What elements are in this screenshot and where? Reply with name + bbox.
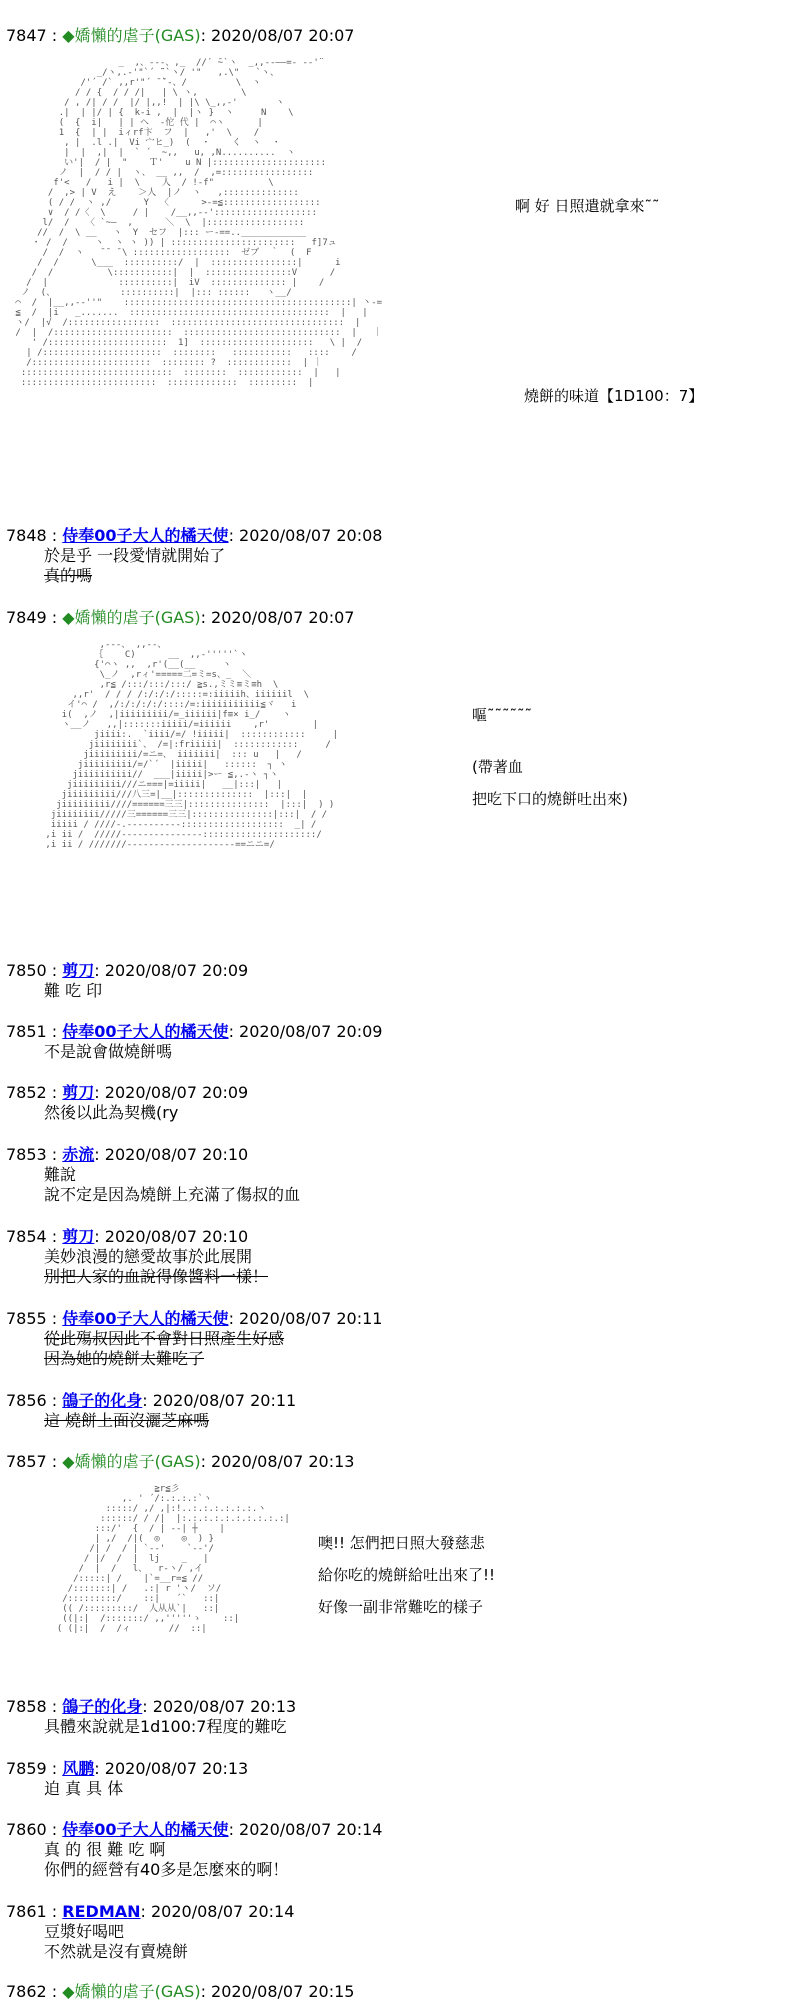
poster-name: ◆嬌懶的虐子(GAS) <box>62 26 201 45</box>
post-text: 別把人家的血說得像醬料一樣！ <box>44 1267 269 1286</box>
post-number: 7847 <box>6 26 47 45</box>
post-date: : 2020/08/07 20:11 <box>228 1309 383 1328</box>
art-caption: (帶著血 <box>472 758 523 776</box>
poster-name-link[interactable]: 剪刀 <box>62 1227 95 1246</box>
post-text: 難 吃 印 <box>44 981 103 1000</box>
poster-name-link[interactable]: 鴿子的化身 <box>62 1697 143 1716</box>
post-date: : 2020/08/07 20:13 <box>94 1759 249 1778</box>
post-7850 <box>6 961 248 1001</box>
post-7857 <box>6 1452 354 1472</box>
post-text: 迫 真 具 体 <box>44 1779 124 1798</box>
post-text: 美妙浪漫的戀愛故事於此展開 <box>44 1247 253 1266</box>
post-text: 從此殤叔因此不會對日照產生好感 <box>44 1329 285 1348</box>
poster-name-link[interactable]: 赤流 <box>62 1145 95 1164</box>
post-header: 7861 : REDMAN: 2020/08/07 20:14 <box>6 1902 295 1921</box>
post-number: 7855 <box>6 1309 47 1328</box>
post-date: : 2020/08/07 20:09 <box>94 1083 249 1102</box>
post-header: 7855 : 侍奉00子大人的橘天使: 2020/08/07 20:11 <box>6 1309 383 1328</box>
poster-name-link[interactable]: 剪刀 <box>62 961 95 980</box>
post-text: 真 的 很 難 吃 啊 <box>44 1840 166 1859</box>
post-number: 7861 <box>6 1902 47 1921</box>
post-date: : 2020/08/07 20:09 <box>94 961 249 980</box>
post-7858 <box>6 1697 296 1737</box>
ascii-art-7857: ≧r≦彡 ,. ' ´/:.:.:.:`ヽ :::::/ ,/ ,|:!..:.:.:.:.:.:.ヽ ::::::/ / /| |:.:.:.:.:.:.:.:.:.:| :::/' { / | -‐| ┼ | | ,/ /|( ◎ ◎ ) } /| / / | `-‐' `‐-'/ / |/ / | lj _ | / | / l、 r‐ヽ/ ,イ /:::::| / |`=__r=≦ // /:::::::| / .:| r 'ヽ/ ソ/ /:::::::::/ ::| ´` ::| (( /:::::::::/ 人从从`| ::| ((|:| /:::::::/ ,,'''''ゝ ::| ( (|:| / /ィ // ::| <box>56 1484 290 1634</box>
post-date: : 2020/08/07 20:09 <box>228 1022 383 1041</box>
post-7851 <box>6 1022 382 1062</box>
post-header: 7850 : 剪刀: 2020/08/07 20:09 <box>6 961 249 980</box>
post-text: 豆漿好喝吧 <box>44 1922 125 1941</box>
post-date: : 2020/08/07 20:11 <box>142 1391 297 1410</box>
art-caption: 給你吃的燒餅給吐出來了!! <box>318 1566 496 1584</box>
poster-name-link[interactable]: 侍奉00子大人的橘天使 <box>62 1022 229 1041</box>
post-number: 7856 <box>6 1391 47 1410</box>
poster-name-link[interactable]: 侍奉00子大人的橘天使 <box>62 526 229 545</box>
post-header: 7849 : ◆嬌懶的虐子(GAS): 2020/08/07 20:07 <box>6 608 355 627</box>
post-7849 <box>6 608 354 628</box>
art-caption: 啊 好 日照遣就拿來˜˜ <box>515 197 660 215</box>
post-7861 <box>6 1902 294 1962</box>
post-date: : 2020/08/07 20:08 <box>228 526 383 545</box>
post-number: 7857 <box>6 1452 47 1471</box>
art-caption: 燒餅的味道【1D100：7】 <box>524 387 704 405</box>
post-header: 7860 : 侍奉00子大人的橘天使: 2020/08/07 20:14 <box>6 1820 383 1839</box>
post-7855 <box>6 1309 382 1369</box>
post-text: 你們的經營有40多是怎麼來的啊！ <box>44 1860 289 1879</box>
post-header: 7852 : 剪刀: 2020/08/07 20:09 <box>6 1083 249 1102</box>
post-number: 7850 <box>6 961 47 980</box>
post-date: : 2020/08/07 20:15 <box>200 1982 355 2001</box>
post-7860 <box>6 1820 382 1880</box>
post-date: : 2020/08/07 20:13 <box>142 1697 297 1716</box>
post-text: 然後以此為契機(ry <box>44 1103 179 1122</box>
post-header: 7853 : 赤流: 2020/08/07 20:10 <box>6 1145 249 1164</box>
post-header: 7862 : ◆嬌懶的虐子(GAS): 2020/08/07 20:15 <box>6 1982 355 2001</box>
post-number: 7849 <box>6 608 47 627</box>
poster-name-link[interactable]: 侍奉00子大人的橘天使 <box>62 1820 229 1839</box>
post-text: 於是乎 一段愛情就開始了 <box>44 546 226 565</box>
post-text: 難說 <box>44 1165 77 1184</box>
post-header: 7851 : 侍奉00子大人的橘天使: 2020/08/07 20:09 <box>6 1022 383 1041</box>
post-text: 因為她的燒餅太難吃了 <box>44 1349 205 1368</box>
art-caption: 好像一副非常難吃的樣子 <box>318 1598 484 1616</box>
poster-name: ◆嬌懶的虐子(GAS) <box>62 1982 201 2001</box>
post-header: 7857 : ◆嬌懶的虐子(GAS): 2020/08/07 20:13 <box>6 1452 355 1471</box>
post-date: : 2020/08/07 20:14 <box>228 1820 383 1839</box>
post-text: 說不定是因為燒餅上充滿了傷叔的血 <box>44 1185 301 1204</box>
post-text: 不然就是沒有賣燒餅 <box>44 1942 189 1961</box>
poster-name: ◆嬌懶的虐子(GAS) <box>62 1452 201 1471</box>
post-date: : 2020/08/07 20:07 <box>200 608 355 627</box>
post-7856 <box>6 1391 296 1431</box>
post-7852 <box>6 1083 248 1123</box>
post-text: 真的嗎 <box>44 566 93 585</box>
poster-name-link[interactable]: 鴿子的化身 <box>62 1391 143 1410</box>
post-date: : 2020/08/07 20:10 <box>94 1227 249 1246</box>
post-date: : 2020/08/07 20:14 <box>140 1902 295 1921</box>
post-number: 7851 <box>6 1022 47 1041</box>
post-header: 7854 : 剪刀: 2020/08/07 20:10 <box>6 1227 249 1246</box>
post-7848 <box>6 526 382 586</box>
post-text: 這 燒餅上面沒灑芝麻嗎 <box>44 1411 210 1430</box>
post-number: 7848 <box>6 526 47 545</box>
post-number: 7852 <box>6 1083 47 1102</box>
art-caption: 噢!! 怎們把日照大發慈悲 <box>318 1534 485 1552</box>
post-7862 <box>6 1982 354 2002</box>
post-number: 7853 <box>6 1145 47 1164</box>
post-date: : 2020/08/07 20:13 <box>200 1452 355 1471</box>
post-header: 7859 : 风鹏: 2020/08/07 20:13 <box>6 1759 249 1778</box>
post-7854 <box>6 1227 268 1287</box>
post-number: 7854 <box>6 1227 47 1246</box>
poster-name-link[interactable]: 侍奉00子大人的橘天使 <box>62 1309 229 1328</box>
post-text: 具體來說就是1d100:7程度的難吃 <box>44 1717 287 1736</box>
post-date: : 2020/08/07 20:10 <box>94 1145 249 1164</box>
post-number: 7859 <box>6 1759 47 1778</box>
post-7859 <box>6 1759 248 1799</box>
post-header: 7858 : 鴿子的化身: 2020/08/07 20:13 <box>6 1697 297 1716</box>
poster-name-link[interactable]: REDMAN <box>62 1902 141 1921</box>
post-header: 7848 : 侍奉00子大人的橘天使: 2020/08/07 20:08 <box>6 526 383 545</box>
post-number: 7862 <box>6 1982 47 2001</box>
ascii-art-7847: _ ,、-‐-、,_ //´ ̄~`ヽ _,,--――=- -‐'¨ _/ヽ,.-'"`´ ̄¨`ヽ/ '" ,.\" `ヽ、 /'´ /` ,,r'"´ ̄ ̄`‐、/ \ ヽ / / { / / /| | \ ヽ, \ / , /| / / |/ |,,! | |\ \_,,-' ヽ .| | |/ | { k‐i , | |ヽ } ヽ N \ ( { i| | | ヘ ‐佗 代 | ⌒ヽ | 1 { | | iィrf卞 フ | ,' \ / , | .l .| Vi 宀ヒ_) ( ・ く ヽ ・ | | ,| | ` ´ ~,, u, ,N.......... ヽ い'| / | " Ｔ' u N |::::::::::::::::::::: ノ | / / | ヽ、 __ ,, / ,=::::::::::::::::: f'< / i | \ 人 / !-f" \ / ,> | V え ＞人 |ノ ヽ ,:::::::::::::: ( / / ヽ ,/ Y 〈 >-=≦:::::::::::::::::: ∨ / /〈 \ / | /__,,--'::::::::::::::::::: l/ / 〈 `~― , ＼ \ |:::::::::::::::::: // / \ __ ヽ Y セフ |::: ー-==..____________ ・ / / ヽ ヽ ヽ )) | ::::::::::::::::::::::: f]7ュ / / ヽ ̄ ̄ ̄ \ :::::::::::::::::: ゼブ ｀ ( F / / \___ ::::::::::/ | ::::::::::::::::| i / / \:::::::::::| | ::::::::::::::::V / / | ::::::::::| iV :::::::::::::: | / ノ (、 ::::::::::| |::: :::::: ヽ__/ ⌒ / |__,,--''" ::::::::::::::::::::::::::::::::::::::::::| 丶-= ≦ / |i _....... ::::::::::::::::::::::::::::::::::::: | | ヽ/ |√ /::::::::::::::::: :::::::::::::::::::::::::::::::: | / | /:::::::::::::::::::::: ::::::::::::::::::::::::::::: | ｜ ' /:::::::::::::::::::::: 1] ::::::::::::::::::::: \ | / | /:::::::::::::::::::::: :::::::: ::::::::::: :::: / /:::::::::::::::::::::: :::::::: ? :::::::::::: | ｜ :::::::::::::::::::::::::::: :::::::: :::::::::::: | | ::::::::::::::::::::::::: ::::::::::::: ::::::::: | <box>15 58 383 388</box>
art-caption: 把吃下口的燒餅吐出來) <box>472 790 628 808</box>
poster-name-link[interactable]: 风鹏 <box>62 1759 95 1778</box>
art-caption: 嘔˜˜˜˜˜˜ <box>472 706 533 724</box>
post-number: 7860 <box>6 1820 47 1839</box>
post-7853 <box>6 1145 300 1205</box>
ascii-art-7849: ,-‐-、 ,,-‐、 ｛ C) __ ,,-'''''`ヽ {'⌒ヽ ,, ,r'(__(__ ヽ \_ノ ,rィ'=====二=ミ=s、_ ＼ ,r≦ /:::/:::/:::/ ≧s.,ミミ≡ミ≡h \ ,,r' / / / /:/:/:/:::::=:iiiiih、iiiiiil \ イ'⌒ / ,/:/:/:/:/::::/=:iiiiiiiiiii≦ヾ i i( ,ノ ,|iiiiiiiii/=_iiiiii|f≡× i_/ ヽ ヽ__ノ ,,|:::::::iiiii/=iiiiii ,r' | jiiii:. `iiii/=/ !iiiii| :::::::::::: | jiiiiiiii`、 /=|:friiiii| :::::::::::: / jiiiiiiiii/=ニ=、 iiiiiii| ::: u | / jiiiiiiiii/=/`´ |iiiii| :::::: ┐ ヽ jiiiiiiiiii// ___|iiiii|>ー ≦,.-ヽ ┐ヽ jiiiiiiiii///ニ===|=iiiii| __|:::| | jiiiiiiiii///八三=|__|:::::::::::::: |:::| | jiiiiiiiii////======三三|::::::::::::::: |:::| ) ) jiiiiiiii/////三======三三|:::::::::::::::|:::| / / iiiii / ////-.----------::::::::::::::::::: _| / ,i ii / /////---------------:::::::::::::::::::::/ ,i ii / ///////--------------------==ニニ=/ <box>45 640 339 850</box>
post-date: : 2020/08/07 20:07 <box>200 26 355 45</box>
post-header: 7856 : 鴿子的化身: 2020/08/07 20:11 <box>6 1391 297 1410</box>
post-header: 7847 : ◆嬌懶的虐子(GAS): 2020/08/07 20:07 <box>6 26 355 45</box>
post-number: 7858 <box>6 1697 47 1716</box>
poster-name: ◆嬌懶的虐子(GAS) <box>62 608 201 627</box>
post-7847 <box>6 26 354 46</box>
post-text: 不是說會做燒餅嗎 <box>44 1042 173 1061</box>
poster-name-link[interactable]: 剪刀 <box>62 1083 95 1102</box>
